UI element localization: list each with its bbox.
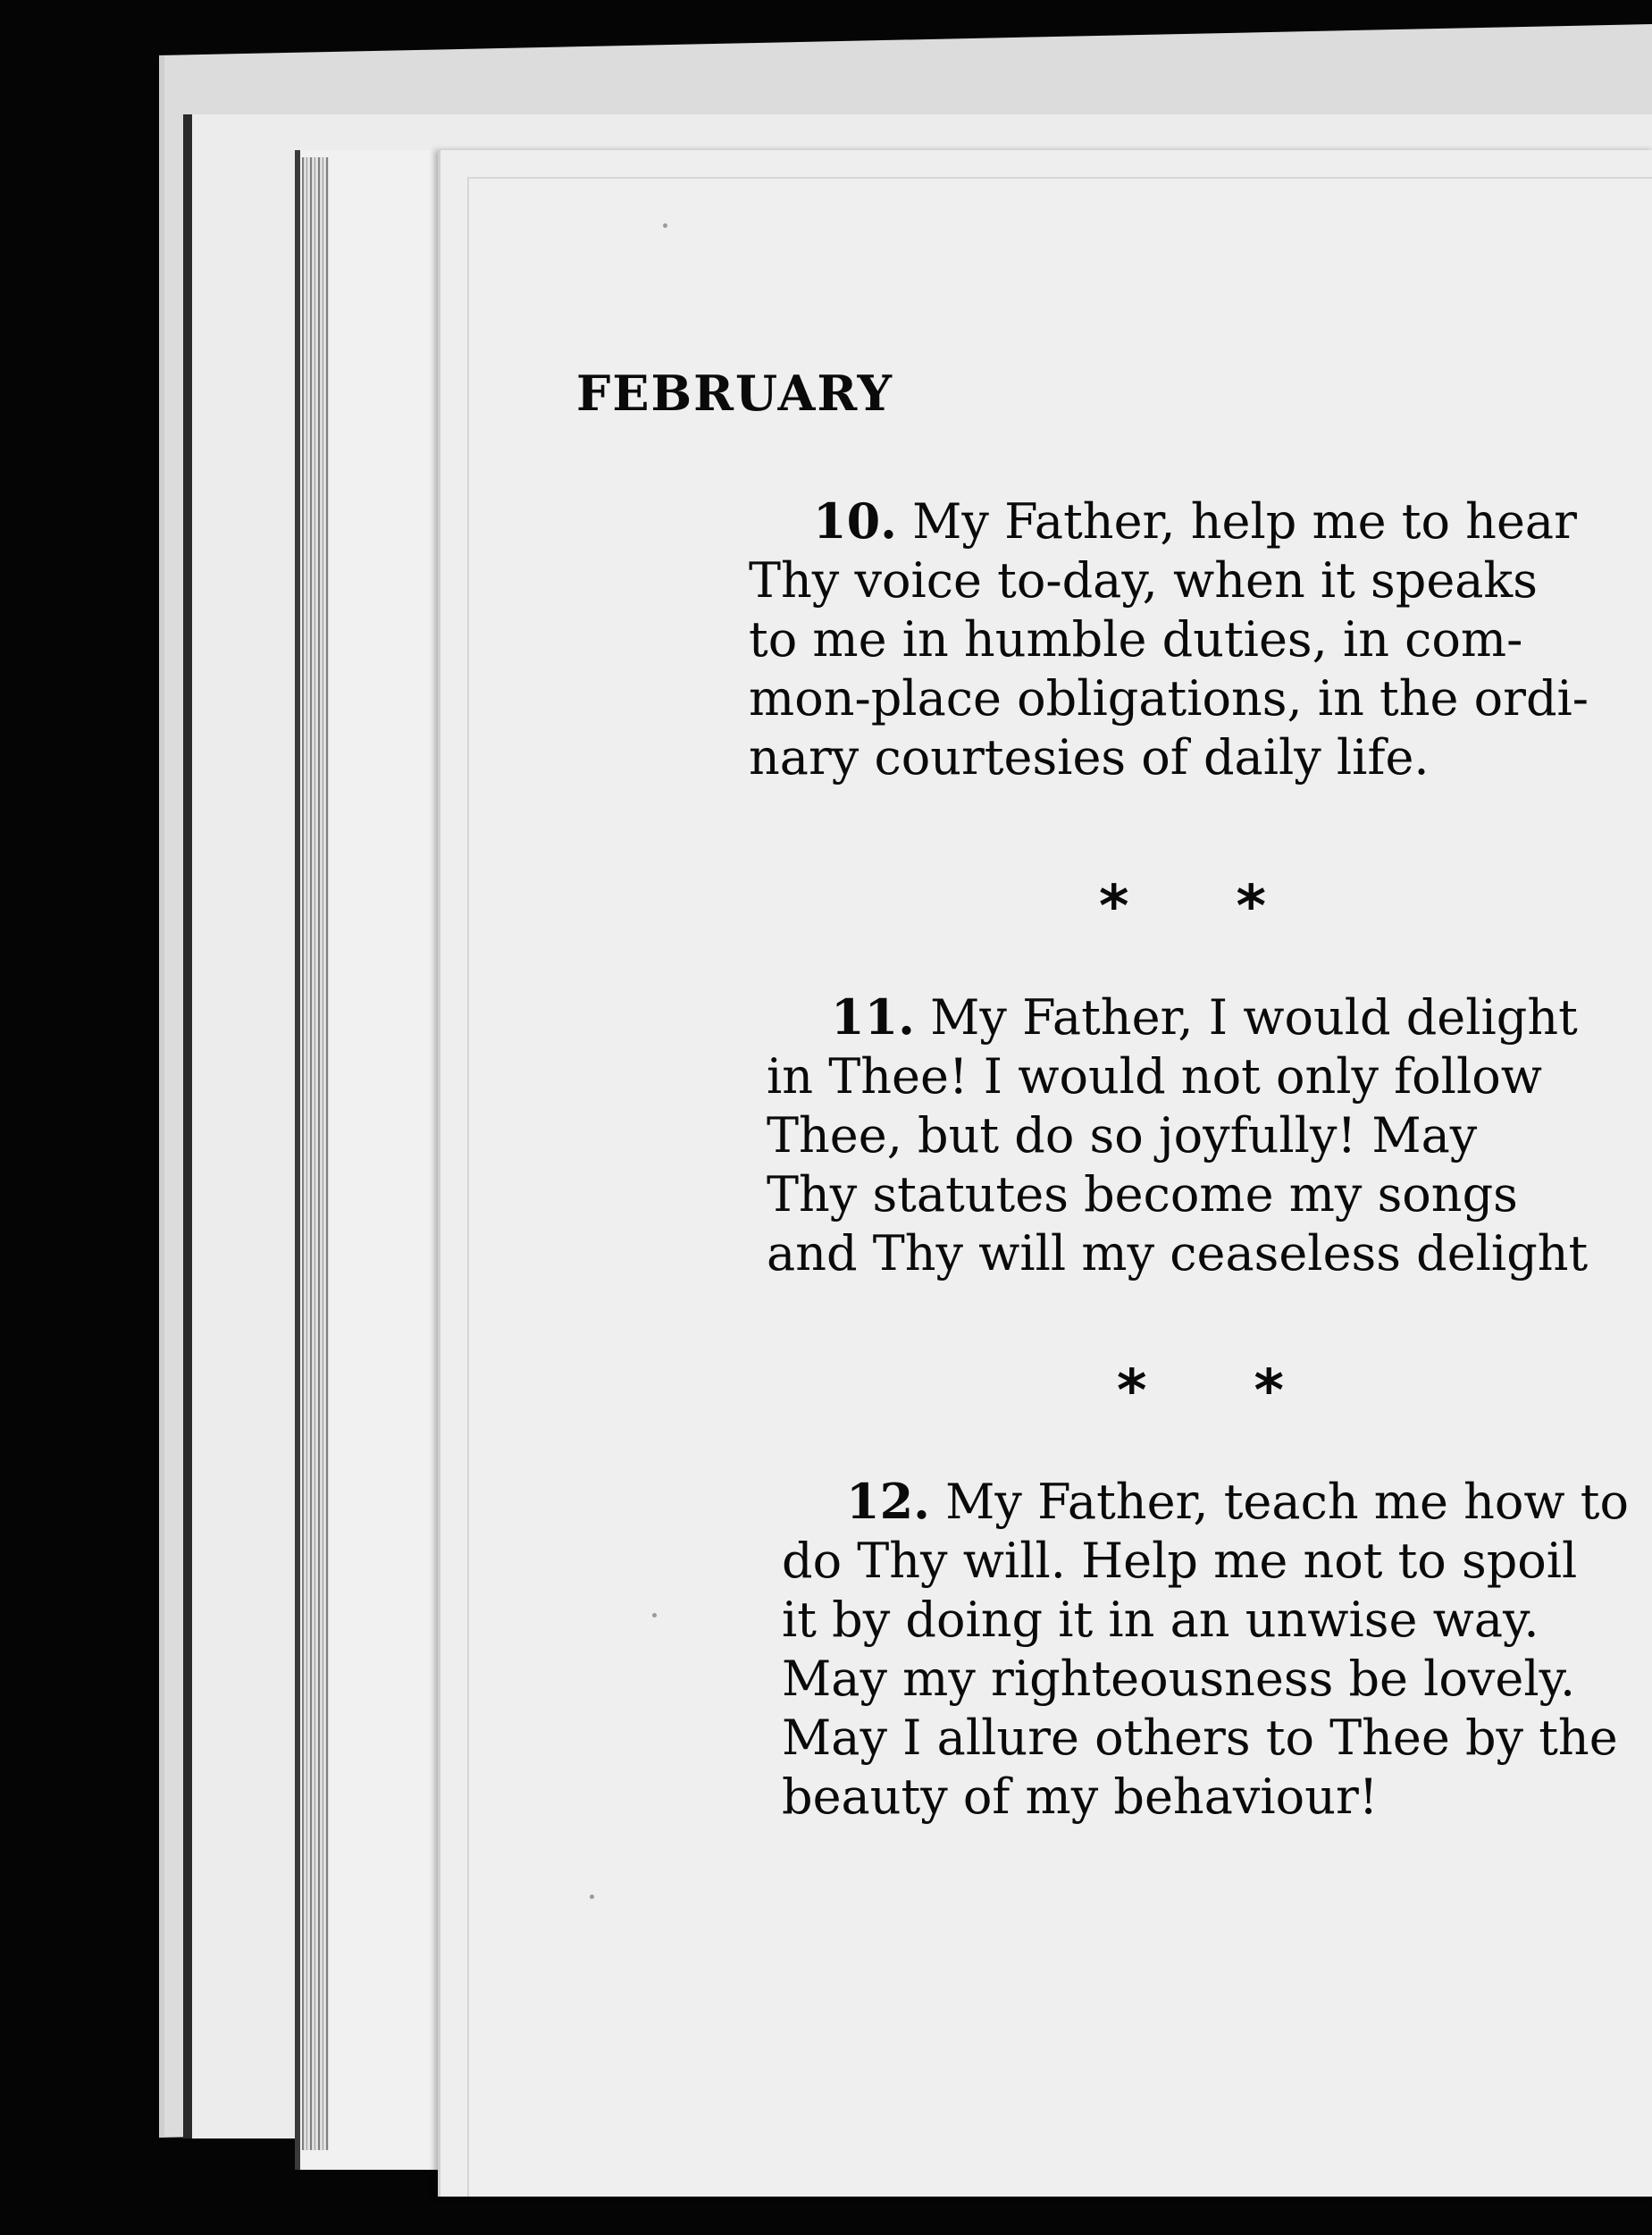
- entry-number: 10.: [813, 492, 897, 550]
- entry-line: Thy voice to-day, when it speaks: [749, 552, 1538, 609]
- page-title: FEBRUARY: [576, 365, 894, 422]
- entry-line: My Father, teach me how to: [945, 1474, 1629, 1530]
- entry-line: May I allure others to Thee by the: [782, 1710, 1618, 1766]
- paper-speck: [590, 1895, 594, 1899]
- entry-line: and Thy will my ceaseless delight: [767, 1225, 1589, 1281]
- entry-line: My Father, help me to hear: [912, 493, 1577, 550]
- entry-line: it by doing it in an unwise way.: [782, 1592, 1539, 1648]
- entry-line: do Thy will. Help me not to spoil: [782, 1533, 1578, 1589]
- paper-speck: [663, 223, 667, 228]
- entry-line: May my righteousness be lovely.: [782, 1651, 1576, 1707]
- asterisk: *: [1236, 874, 1266, 940]
- section-separator: [1117, 1358, 1284, 1424]
- entry-first-line: [749, 492, 1652, 551]
- devotion-entry-10: [749, 492, 1652, 787]
- entry-line: mon-place obligations, in the ordi-: [749, 670, 1589, 727]
- entry-number: 11.: [831, 988, 915, 1046]
- entry-line: to me in humble duties, in com-: [749, 611, 1523, 668]
- entry-line: nary courtesies of daily life.: [749, 729, 1430, 786]
- entry-line: beauty of my behaviour!: [782, 1769, 1379, 1825]
- asterisk: *: [1099, 874, 1129, 940]
- entry-first-line: [767, 987, 1652, 1047]
- entry-line: Thee, but do so joyfully! May: [767, 1107, 1478, 1164]
- devotion-entry-11: [767, 987, 1652, 1283]
- devotion-entry-12: [782, 1472, 1652, 1827]
- paper-speck: [652, 1613, 657, 1617]
- entry-line: Thy statutes become my songs: [767, 1166, 1518, 1223]
- asterisk: *: [1117, 1358, 1147, 1424]
- entry-line: My Father, I would delight: [930, 989, 1578, 1046]
- entry-first-line: [782, 1472, 1652, 1532]
- page-gutter: [302, 157, 329, 2150]
- entry-line: in Thee! I would not only follow: [767, 1048, 1542, 1105]
- asterisk: *: [1254, 1358, 1284, 1424]
- entry-number: 12.: [846, 1473, 930, 1530]
- section-separator: [1099, 874, 1266, 940]
